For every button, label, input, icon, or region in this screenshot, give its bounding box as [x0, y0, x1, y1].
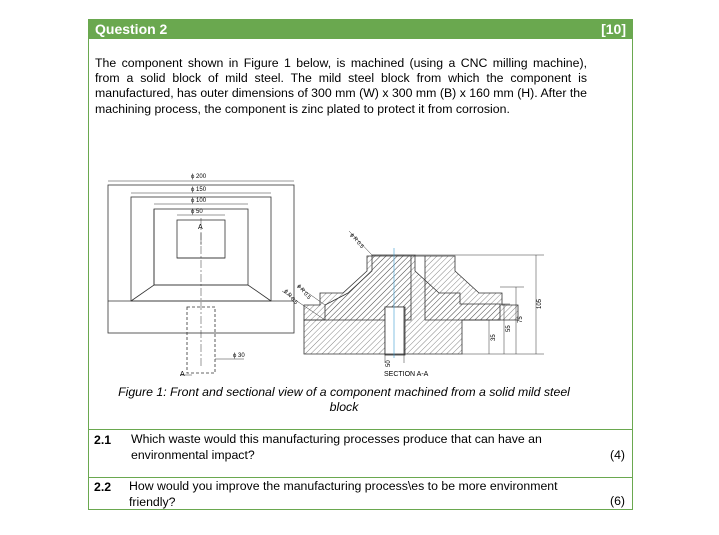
figure-caption: Figure 1: Front and sectional view of a component machined from a solid mild steel block [118, 385, 570, 414]
question-panel [88, 19, 633, 510]
question-2-1-text: Which waste would this manufacturing processes produce that can have an environmental impact? [131, 432, 542, 462]
question-intro-text: The component shown in Figure 1 below, is machined (using a CNC milling machine), from a solid block of mild steel. The mild steel block from which the component is manufactured, has outer dimensions of 300 mm (W) x 300 mm (B) x 160 mm (H). After the machining process, the component is zinc plated to protect it from corrosion. [95, 56, 587, 116]
dim-phi-200: ϕ 200 [191, 174, 207, 180]
dim-height-35: 35 [491, 334, 497, 341]
divider-1 [89, 429, 632, 430]
dim-height-75: 75 [518, 316, 524, 323]
dim-phi-100: ϕ 100 [191, 198, 207, 204]
dim-phi-150: ϕ 150 [191, 187, 207, 193]
question-2-1-marks: (4) [609, 448, 625, 462]
dim-height-105: 105 [537, 298, 543, 309]
question-2-2-text: How would you improve the manufacturing process\es to be more environment friendly? [129, 479, 558, 509]
section-mark-top: A [198, 224, 203, 231]
question-total-marks: [10] [601, 21, 626, 37]
section-label: SECTION A-A [384, 371, 429, 378]
radius-label-mid: ϕ R 0.5 [295, 283, 312, 301]
dim-height-55: 55 [506, 325, 512, 332]
radius-label-low: ϕ R 0.5 [282, 288, 299, 306]
dim-phi-30: ϕ 30 [233, 353, 245, 359]
radius-label-top: ϕ R 0.5 [348, 232, 365, 250]
dim-bottom-50: 50 [386, 360, 392, 367]
question-header [89, 20, 632, 39]
question-2-1-number: 2.1 [94, 433, 112, 447]
question-2-2-number: 2.2 [94, 480, 112, 494]
engineering-drawing [104, 153, 584, 378]
question-2-2-marks: (6) [609, 494, 625, 508]
divider-2 [89, 477, 632, 478]
section-bore [385, 307, 404, 354]
question-title: Question 2 [95, 21, 168, 37]
dim-phi-50: ϕ 50 [191, 209, 203, 215]
section-mark-bottom: A [180, 371, 185, 378]
